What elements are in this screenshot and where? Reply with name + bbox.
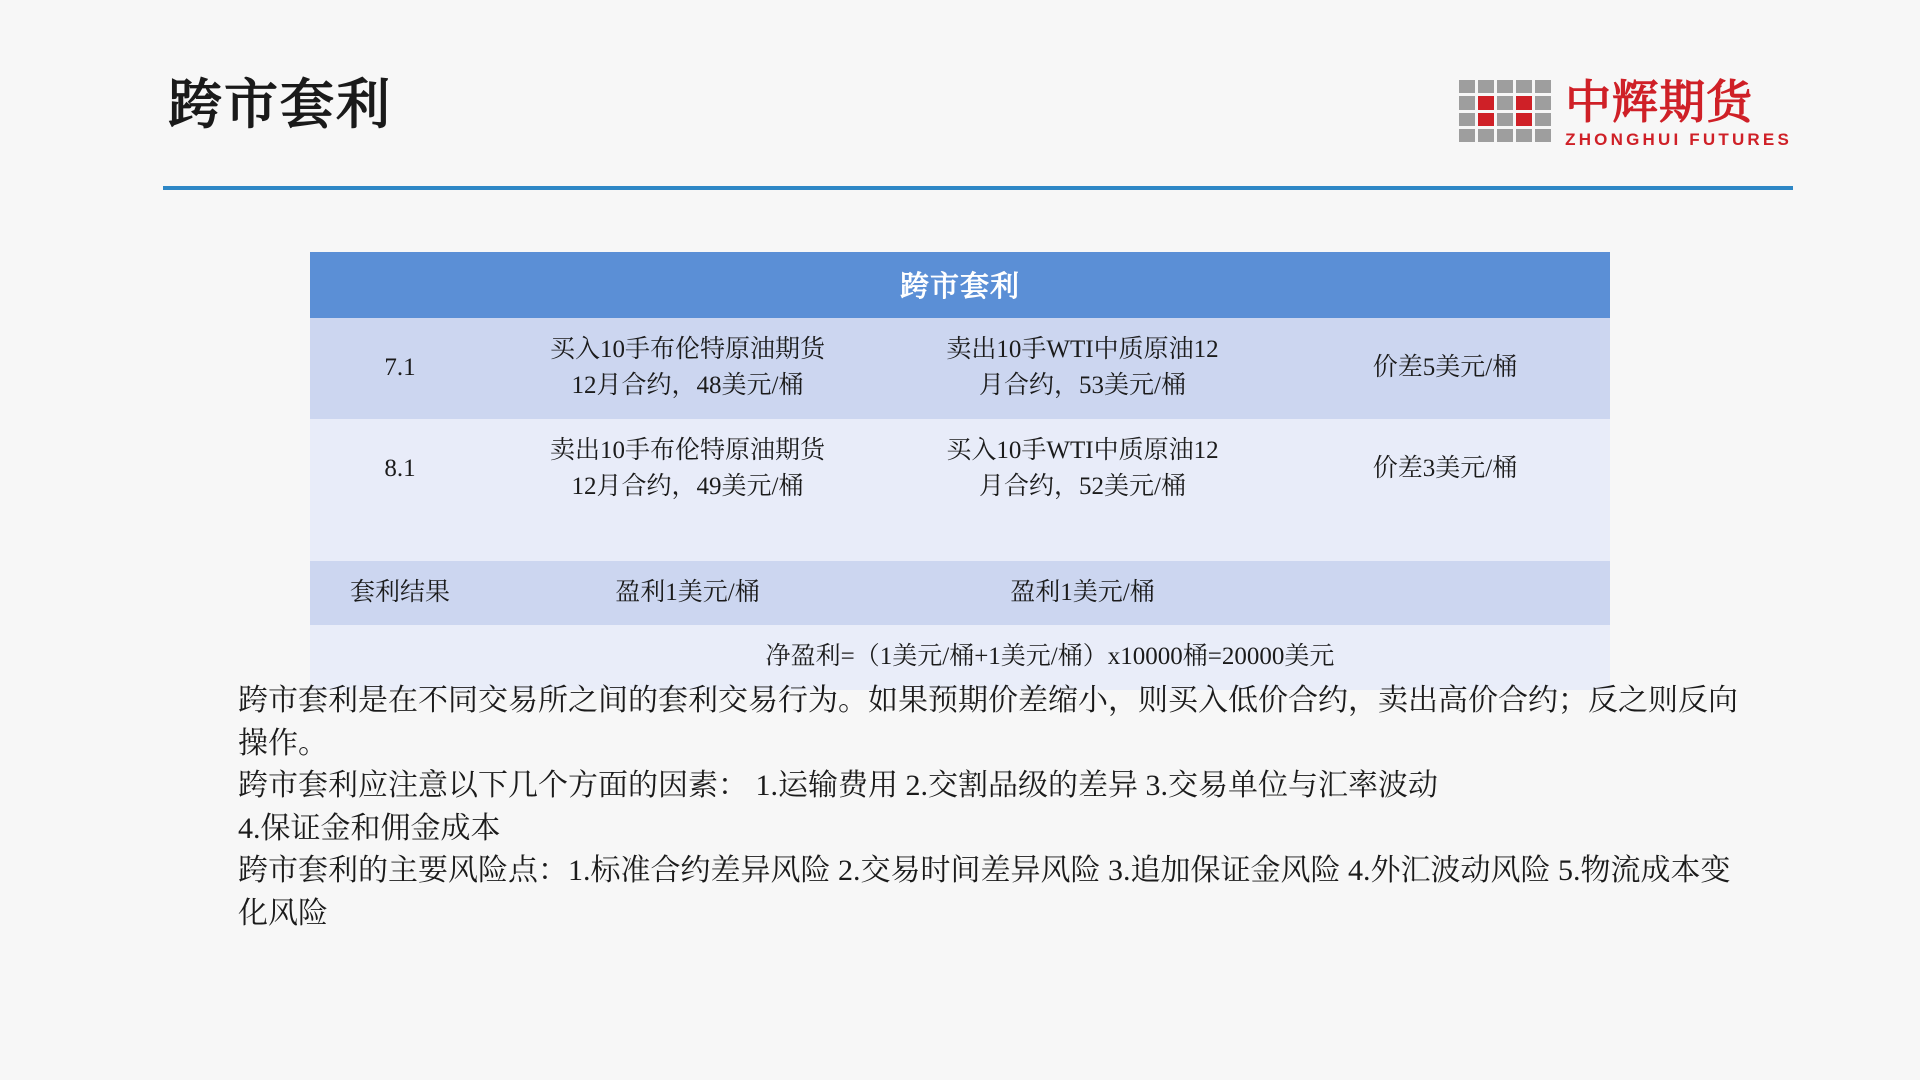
page-title: 跨市套利 [168, 75, 392, 135]
table-row [310, 318, 1610, 419]
cell-result-leg1: 盈利1美元/桶 [490, 561, 885, 625]
logo-name-cn: 中辉期货 [1565, 76, 1754, 128]
logo-name-en: ZHONGHUI FUTURES [1565, 130, 1792, 150]
logo-text [1565, 78, 1792, 150]
cell-leg2-2-line1: 买入10手WTI中质原油12 [946, 436, 1219, 464]
cell-leg1-1 [490, 318, 885, 419]
table-row-result [310, 561, 1610, 625]
body-paragraph-4: 跨市套利的主要风险点：1.标准合约差异风险 2.交易时间差异风险 3.追加保证金风险 4.外汇波动风险 5.物流成本变化风险 [238, 854, 1731, 930]
company-logo [1459, 78, 1792, 156]
body-text [238, 680, 1738, 936]
cell-result-spread [1280, 561, 1610, 625]
logo-grid-icon [1459, 80, 1551, 142]
body-paragraph-2: 跨市套利应注意以下几个方面的因素： 1.运输费用 2.交割品级的差异 3.交易单位与汇率波动 [238, 769, 1438, 803]
body-paragraph-3: 4.保证金和佣金成本 [238, 811, 501, 845]
table-row [310, 419, 1610, 562]
body-paragraph-1: 跨市套利是在不同交易所之间的套利交易行为。如果预期价差缩小，则买入低价合约，卖出高价合约；反之则反向操作。 [238, 684, 1738, 760]
table-title: 跨市套利 [310, 252, 1610, 318]
cell-leg2-1-line1: 卖出10手WTI中质原油12 [946, 336, 1219, 363]
cell-leg1-2 [490, 419, 885, 562]
arbitrage-table [310, 252, 1610, 690]
title-divider [163, 186, 1793, 190]
arbitrage-table-container [310, 252, 1610, 690]
cell-leg2-1-line2: 月合约，53美元/桶 [979, 372, 1186, 400]
cell-date-2: 8.1 [310, 419, 490, 562]
cell-leg1-1-line2: 12月合约，48美元/桶 [571, 372, 804, 400]
cell-spread-1: 价差5美元/桶 [1280, 318, 1610, 419]
cell-leg2-2 [885, 419, 1280, 562]
slide-header [0, 0, 1920, 200]
cell-date-1: 7.1 [310, 318, 490, 419]
cell-spread-2: 价差3美元/桶 [1280, 419, 1610, 562]
cell-leg2-2-line2: 月合约，52美元/桶 [979, 472, 1186, 500]
cell-result-leg2: 盈利1美元/桶 [885, 561, 1280, 625]
cell-leg1-2-line2: 12月合约，49美元/桶 [571, 472, 804, 500]
cell-leg1-1-line1: 买入10手布伦特原油期货 [549, 336, 825, 363]
cell-result-label: 套利结果 [310, 561, 490, 625]
cell-leg1-2-line1: 卖出10手布伦特原油期货 [549, 436, 825, 464]
cell-leg2-1 [885, 318, 1280, 419]
cell-total-text: 净盈利=（1美元/桶+1美元/桶）x10000桶=20000美元 [490, 625, 1610, 689]
